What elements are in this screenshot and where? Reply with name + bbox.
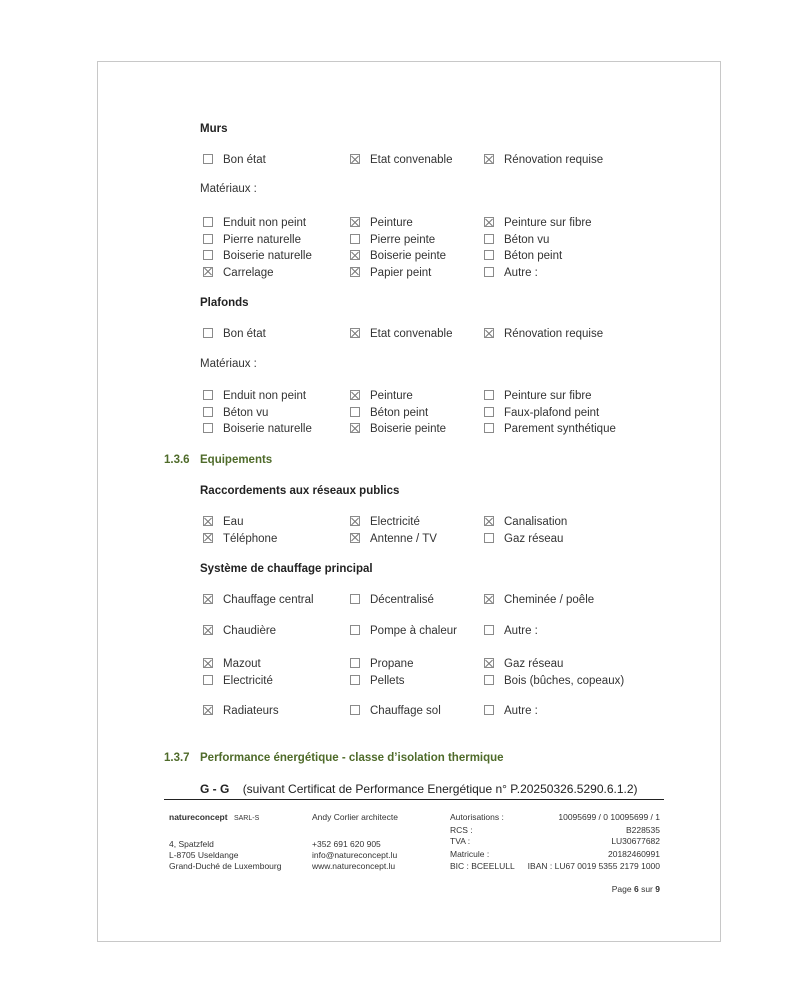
checked-box-icon[interactable] [350, 533, 360, 543]
footer-company [169, 812, 259, 824]
unchecked-box-icon[interactable] [350, 594, 360, 604]
checkbox-chauffage-sol[interactable] [350, 704, 441, 718]
autorisations-value: 10095699 / 0 10095699 / 1 [558, 812, 660, 822]
tva-label: TVA : [450, 836, 471, 846]
checkbox-label: Bois (bûches, copeaux) [504, 674, 625, 687]
performance-title: Performance énergétique - classe d’isolation thermique [200, 752, 504, 764]
checked-box-icon[interactable] [203, 594, 213, 604]
unchecked-box-icon[interactable] [484, 705, 494, 715]
checkbox-chaudiere[interactable] [203, 624, 276, 638]
checkbox-label: Bon état [223, 328, 266, 340]
unchecked-box-icon[interactable] [350, 658, 360, 668]
checkbox-mazout[interactable] [203, 657, 261, 671]
unchecked-box-icon[interactable] [484, 234, 494, 244]
matricule-label: Matricule : [450, 849, 490, 859]
rcs-label: RCS : [450, 825, 473, 835]
checkbox-label: Pierre peinte [370, 233, 436, 246]
checked-box-icon[interactable] [203, 267, 213, 277]
unchecked-box-icon[interactable] [203, 217, 213, 227]
checkbox-label: Canalisation [504, 516, 568, 528]
checkbox-peinture-sur-fibre[interactable] [484, 389, 592, 403]
checkbox-gaz-reseau[interactable] [484, 657, 563, 671]
checkbox-parement-synthetique[interactable] [484, 422, 616, 436]
raccordements-title: Raccordements aux réseaux publics [200, 485, 400, 497]
checked-box-icon[interactable] [484, 154, 494, 164]
checkbox-label: Papier peint [370, 266, 432, 279]
checked-box-icon[interactable] [350, 423, 360, 433]
murs-title: Murs [200, 123, 228, 135]
document-page [97, 61, 721, 942]
checkbox-label: Electricité [370, 516, 420, 528]
checkbox-label: Béton peint [504, 250, 563, 262]
iban: IBAN : LU67 0019 5355 2179 1000 [527, 861, 660, 871]
checkbox-label: Enduit non peint [223, 217, 307, 229]
checkbox-chauffage-central[interactable] [203, 593, 314, 607]
checked-box-icon[interactable] [484, 658, 494, 668]
unchecked-box-icon[interactable] [484, 533, 494, 543]
performance-number: 1.3.7 [164, 752, 190, 764]
checkbox-boiserie-naturelle[interactable] [203, 422, 312, 436]
checkbox-label: Pierre naturelle [223, 233, 301, 246]
footer-architect: Andy Corlier architecte [312, 812, 398, 822]
company-name: natureconcept [169, 812, 228, 822]
checkbox-telephone[interactable] [203, 532, 277, 546]
checkbox-autre[interactable] [484, 624, 538, 638]
checkbox-label: Antenne / TV [370, 532, 437, 545]
checked-box-icon[interactable] [203, 533, 213, 543]
checkbox-pompe-a-chaleur[interactable] [350, 624, 457, 638]
rcs-value: B228535 [625, 825, 660, 835]
unchecked-box-icon[interactable] [484, 407, 494, 417]
checked-box-icon[interactable] [484, 328, 494, 338]
checked-box-icon[interactable] [203, 658, 213, 668]
checkbox-etat-convenable[interactable] [350, 327, 452, 341]
checkbox-renovation-requise[interactable] [484, 327, 603, 341]
footer-address-3: Grand-Duché de Luxembourg [169, 861, 282, 871]
checkbox-label: Décentralisé [370, 594, 434, 606]
checkbox-label: Pompe à chaleur [370, 625, 457, 637]
checkbox-label: Boiserie naturelle [223, 423, 312, 435]
checkbox-eau[interactable] [203, 515, 243, 529]
checkbox-bon-etat[interactable] [203, 327, 266, 341]
checkbox-label: Rénovation requise [504, 328, 604, 340]
checkbox-label: Autre : [504, 625, 538, 637]
checkbox-beton-vu[interactable] [484, 233, 549, 247]
checkbox-label: Gaz réseau [504, 532, 564, 545]
checkbox-bois-buches-copeaux[interactable] [484, 674, 624, 688]
checkbox-label: Autre : [504, 266, 538, 279]
unchecked-box-icon[interactable] [203, 390, 213, 400]
checked-box-icon[interactable] [350, 154, 360, 164]
unchecked-box-icon[interactable] [350, 705, 360, 715]
checkbox-label: Pellets [370, 674, 405, 687]
checkbox-beton-peint[interactable] [350, 406, 428, 420]
footer-address-1: 4, Spatzfeld [169, 839, 214, 849]
checkbox-label: Peinture [370, 390, 413, 402]
checkbox-pierre-naturelle[interactable] [203, 233, 301, 247]
unchecked-box-icon[interactable] [350, 407, 360, 417]
plafonds-materiaux-label: Matériaux : [200, 358, 257, 370]
checkbox-label: Electricité [223, 674, 273, 687]
unchecked-box-icon[interactable] [350, 625, 360, 635]
checkbox-label: Boiserie naturelle [223, 250, 312, 262]
classe-value: G - G [200, 782, 230, 796]
checked-box-icon[interactable] [484, 217, 494, 227]
checkbox-label: Peinture sur fibre [504, 217, 592, 229]
checkbox-faux-plafond-peint[interactable] [484, 406, 599, 420]
checkbox-label: Béton vu [504, 233, 550, 246]
checkbox-boiserie-peinte[interactable] [350, 249, 446, 263]
checkbox-label: Cheminée / poêle [504, 594, 595, 606]
checkbox-label: Eau [223, 516, 244, 528]
page-sep: sur [641, 884, 653, 894]
checkbox-label: Rénovation requise [504, 154, 604, 166]
unchecked-box-icon[interactable] [350, 675, 360, 685]
checkbox-renovation-requise[interactable] [484, 153, 603, 167]
checkbox-label: Mazout [223, 658, 261, 670]
checked-box-icon[interactable] [203, 625, 213, 635]
checkbox-label: Téléphone [223, 532, 278, 545]
checkbox-papier-peint[interactable] [350, 266, 431, 280]
checkbox-label: Carrelage [223, 266, 274, 279]
unchecked-box-icon[interactable] [484, 675, 494, 685]
checkbox-label: Propane [370, 658, 414, 670]
checkbox-label: Béton vu [223, 406, 269, 419]
checkbox-label: Boiserie peinte [370, 423, 447, 435]
murs-materiaux-label: Matériaux : [200, 183, 257, 195]
checkbox-label: Boiserie peinte [370, 250, 447, 262]
checked-box-icon[interactable] [350, 250, 360, 260]
chauffage-title: Système de chauffage principal [200, 563, 373, 575]
bic: BIC : BCEELULL [450, 861, 515, 871]
checked-box-icon[interactable] [350, 267, 360, 277]
company-suffix: SARL-S [233, 815, 260, 822]
checkbox-label: Béton peint [370, 406, 429, 419]
checkbox-label: Etat convenable [370, 154, 453, 166]
checkbox-label: Etat convenable [370, 328, 453, 340]
unchecked-box-icon[interactable] [484, 390, 494, 400]
checkbox-label: Peinture [370, 217, 413, 229]
footer-phone: +352 691 620 905 [312, 839, 381, 849]
checkbox-label: Chaudière [223, 625, 277, 637]
checkbox-cheminee-poele[interactable] [484, 593, 594, 607]
checkbox-etat-convenable[interactable] [350, 153, 452, 167]
page-prefix: Page [611, 884, 632, 894]
checkbox-label: Bon état [223, 154, 266, 166]
checkbox-label: Chauffage central [223, 594, 314, 606]
checked-box-icon[interactable] [350, 217, 360, 227]
checkbox-peinture[interactable] [350, 216, 413, 230]
equipements-title: Equipements [200, 454, 273, 466]
checkbox-boiserie-peinte[interactable] [350, 422, 446, 436]
unchecked-box-icon[interactable] [203, 407, 213, 417]
checkbox-decentralise[interactable] [350, 593, 434, 607]
checkbox-autre[interactable] [484, 266, 538, 280]
checkbox-label: Radiateurs [223, 705, 279, 717]
checked-box-icon[interactable] [350, 516, 360, 526]
matricule-value: 20182460991 [607, 849, 660, 859]
checkbox-label: Parement synthétique [504, 423, 616, 435]
unchecked-box-icon[interactable] [203, 675, 213, 685]
checkbox-electricite[interactable] [350, 515, 420, 529]
checkbox-beton-peint[interactable] [484, 249, 562, 263]
checkbox-label: Autre : [504, 705, 538, 717]
page-total: 9 [655, 884, 660, 894]
checked-box-icon[interactable] [350, 328, 360, 338]
certificat-text: (suivant Certificat de Performance Energétique n° P.20250326.5290.6.1.2) [242, 782, 638, 796]
checkbox-antenne-tv[interactable] [350, 532, 437, 546]
checkbox-enduit-non-peint[interactable] [203, 216, 306, 230]
checkbox-label: Chauffage sol [370, 705, 441, 717]
unchecked-box-icon[interactable] [203, 423, 213, 433]
checked-box-icon[interactable] [484, 516, 494, 526]
checkbox-peinture[interactable] [350, 389, 413, 403]
page-current: 6 [633, 884, 639, 894]
plafonds-title: Plafonds [200, 297, 249, 309]
unchecked-box-icon[interactable] [203, 154, 213, 164]
unchecked-box-icon[interactable] [203, 250, 213, 260]
checkbox-peinture-sur-fibre[interactable] [484, 216, 592, 230]
checkbox-electricite[interactable] [203, 674, 273, 688]
unchecked-box-icon[interactable] [484, 267, 494, 277]
checkbox-label: Enduit non peint [223, 390, 307, 402]
checkbox-pierre-peinte[interactable] [350, 233, 435, 247]
checkbox-bon-etat[interactable] [203, 153, 266, 167]
unchecked-box-icon[interactable] [203, 328, 213, 338]
footer-address-2: L-8705 Useldange [169, 850, 239, 860]
checked-box-icon[interactable] [484, 594, 494, 604]
unchecked-box-icon[interactable] [484, 250, 494, 260]
performance-line [200, 782, 638, 796]
checked-box-icon[interactable] [203, 516, 213, 526]
unchecked-box-icon[interactable] [484, 423, 494, 433]
page-number [612, 884, 660, 895]
checkbox-label: Gaz réseau [504, 658, 564, 670]
footer-email[interactable]: info@natureconcept.lu [312, 850, 398, 860]
checkbox-beton-vu[interactable] [203, 406, 268, 420]
checked-box-icon[interactable] [203, 705, 213, 715]
checkbox-propane[interactable] [350, 657, 413, 671]
checkbox-enduit-non-peint[interactable] [203, 389, 306, 403]
unchecked-box-icon[interactable] [203, 234, 213, 244]
tva-value: LU30677682 [611, 836, 660, 846]
unchecked-box-icon[interactable] [350, 234, 360, 244]
checkbox-carrelage[interactable] [203, 266, 274, 280]
checkbox-radiateurs[interactable] [203, 704, 279, 718]
checkbox-boiserie-naturelle[interactable] [203, 249, 312, 263]
checkbox-gaz-reseau[interactable] [484, 532, 563, 546]
checkbox-pellets[interactable] [350, 674, 405, 688]
checkbox-label: Peinture sur fibre [504, 390, 592, 402]
footer-divider [164, 799, 664, 800]
equipements-number: 1.3.6 [164, 454, 190, 466]
checked-box-icon[interactable] [350, 390, 360, 400]
checkbox-autre[interactable] [484, 704, 538, 718]
unchecked-box-icon[interactable] [484, 625, 494, 635]
checkbox-canalisation[interactable] [484, 515, 567, 529]
checkbox-label: Faux-plafond peint [504, 406, 600, 419]
footer-website[interactable]: www.natureconcept.lu [312, 861, 396, 871]
autorisations-label: Autorisations : [450, 812, 504, 822]
